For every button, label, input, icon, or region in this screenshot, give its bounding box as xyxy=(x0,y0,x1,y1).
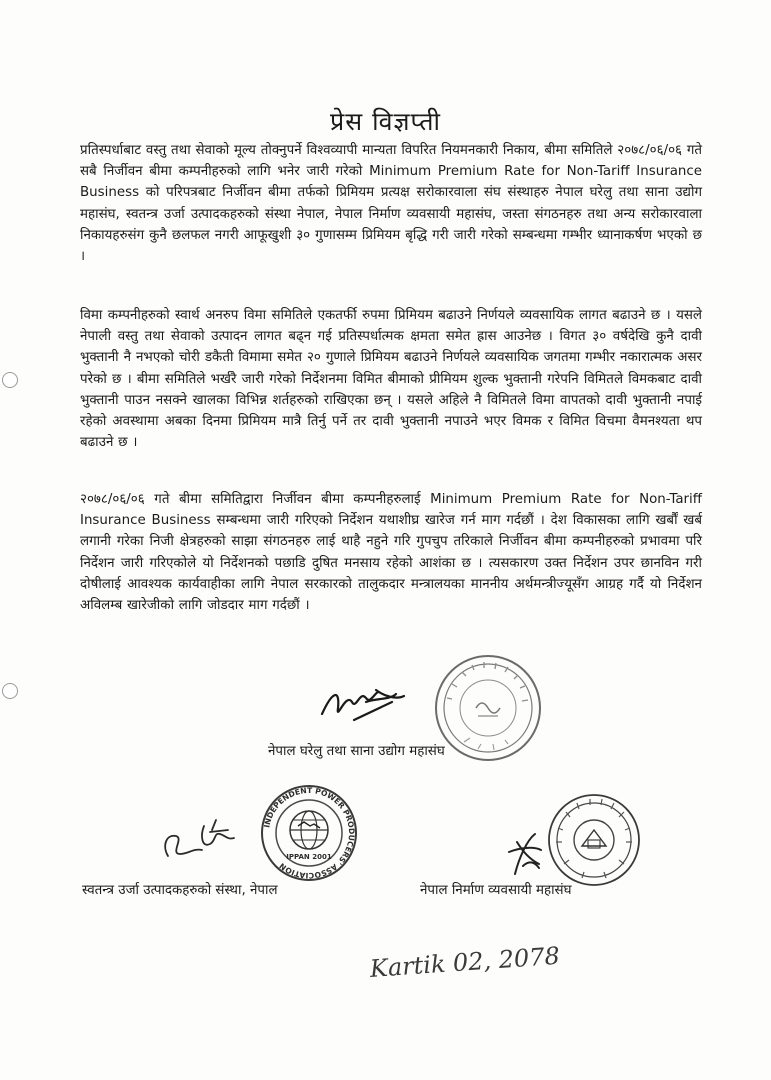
ippan-seal-icon xyxy=(258,782,360,884)
punch-hole xyxy=(2,683,18,699)
document-title: प्रेस विज्ञप्ती xyxy=(330,107,441,136)
seal-stamp-icon xyxy=(432,652,544,764)
handwritten-date: Kartik 02, 2078 xyxy=(369,941,561,983)
ippan-seal-center-text: IPPAN 2001 xyxy=(286,853,332,861)
paragraph-3: २०७८/०६/०६ गते बीमा समितिद्वारा निर्जीवन बीमा कम्पनीहरुलाई Minimum Premium Rate for Non-Tariff Insurance Business सम्बन्धमा जारी गरिएको निर्देशन यथाशीघ्र खारेज गर्न माग गर्दछौं । देश विकासका लागि खर्बौं खर्ब लगानी गरेका निजी क्षेत्रहरुको साझा संगठनहरु लाई थाहै नहुने गरि गुपचुप तरिकाले निर्जीवन बीमा कम्पनीहरुको प्रभावमा परि निर्देशन जारी गरिएकोले यो निर्देशनको पछाडि दुषित मनसाय रहेको आशंका छ । त्यसकारण उक्त निर्देशन उपर छानविन गरी दोषीलाई आवश्यक कार्यवाहीका लागि नेपाल सरकारको तालुकदार मन्त्रालयका माननीय अर्थमन्त्रीज्यूसँग आग्रह गर्दै यो निर्देशन अविलम्ब खारेजीको लागि जोडदार माग गर्दछौं । xyxy=(80,492,702,614)
seal-stamp-icon xyxy=(544,790,644,890)
signature xyxy=(314,680,414,728)
signature xyxy=(495,822,555,884)
paragraph-2: विमा कम्पनीहरुको स्वार्थ अनरुप विमा समितिले एकतर्फी रुपमा प्रिमियम बढाउने निर्णयले व्यवसायिक लागत बढाउने छ । यसले नेपाली वस्तु तथा सेवाको उत्पादन लागत बढ्न गई प्रतिस्पर्धात्मक क्षमता समेत ह्रास आउनेछ । विगत ३० वर्षदेखि कुनै दावी भुक्तानी नै नभएको चोरी डकैती विमामा समेत २० गुणाले प्रिमियम बढाउने निर्णयले व्यवसायिक जगतमा गम्भीर नकारात्मक असर परेको छ । बीमा समितिले भर्खरै जारी गरेको निर्देशनमा विमित बीमाको प्रीमियम शुल्क भुक्तानी गरेपनि विमितले विमकबाट दावी भुक्तानी पाउन नसक्ने खालका विभिन्न शर्तहरुको राखिएका छन् । यसले अहिले नै विमितले विमा वापतको दावी भुक्तानी नपाई रहेको अवस्थामा अबका दिनमा प्रिमियम मात्रै तिर्नु पर्ने तर दावी भुक्तानी नपाउने भएर विमक र विमित विचमा वैमनश्यता थप बढाउने छ । xyxy=(80,308,702,451)
paragraph-1: प्रतिस्पर्धाबाट वस्तु तथा सेवाको मूल्य तोक्नुपर्ने विश्वव्यापी मान्यता विपरित नियमनकारी निकाय, बीमा समितिले २०७८/०६/०६ गते सबै निर्जीवन बीमा कम्पनीहरुको लागि भनेर जारी गरेको Minimum Premium Rate for Non-Tariff Insurance Business को परिपत्रबाट निर्जीवन बीमा तर्फको प्रिमियम प्रत्यक्ष सरोकारवाला संघ संस्थाहरु नेपाल घरेलु तथा साना उद्योग महासंघ, स्वतन्त्र उर्जा उत्पादकहरुको संस्था नेपाल, नेपाल निर्माण व्यवसायी महासंघ, जस्ता संगठनहरु तथा अन्य सरोकारवाला निकायहरुसंग कुनै छलफल नगरी आफूखुशी ३० गुणासम्म प्रिमियम बृद्धि गरी जारी गरेको सम्बन्धमा गम्भीर ध्यानाकर्षण भएको छ । xyxy=(80,143,702,265)
signatory-label-fncsi: नेपाल घरेलु तथा साना उद्योग महासंघ xyxy=(268,744,445,759)
signatory-label-fcan: नेपाल निर्माण व्यवसायी महासंघ xyxy=(420,883,572,898)
punch-hole xyxy=(2,372,18,388)
signature xyxy=(150,812,250,872)
ippan-seal-ring-text: INDEPENDENT POWER PRODUCERS' ASSOCIATION xyxy=(262,785,357,881)
signatory-label-ippan: स्वतन्त्र उर्जा उत्पादकहरुको संस्था, नेपाल xyxy=(82,883,278,898)
